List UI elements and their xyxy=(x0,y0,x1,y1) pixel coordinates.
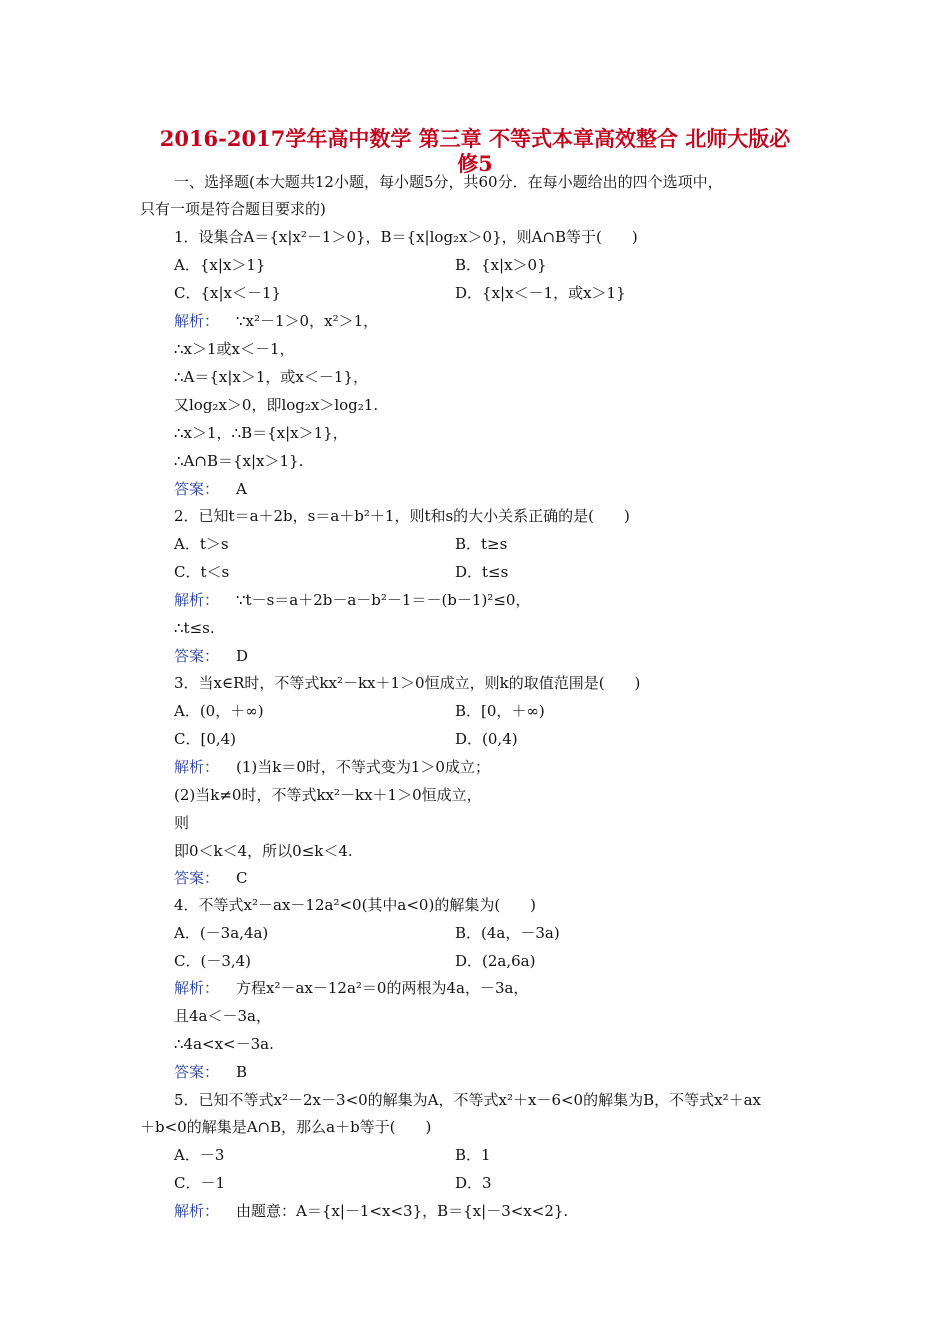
q2-stem: 2．已知t＝a＋2b，s＝a＋b²＋1，则t和s的大小关系正确的是( ) xyxy=(174,507,630,525)
q5-option-a: A．－3 xyxy=(174,1146,225,1164)
answer-label: 答案： xyxy=(174,1063,220,1081)
analysis-label: 解析： xyxy=(174,591,220,609)
section-intro-line-2: 只有一项是符合题目要求的) xyxy=(140,200,326,218)
q4-step: ∴4a<x<－3a. xyxy=(174,1035,274,1053)
q5-analysis-text: 由题意：A＝{x|－1<x<3}，B＝{x|－3<x<2}. xyxy=(236,1202,569,1220)
q4-option-d: D．(2a,6a) xyxy=(455,952,536,970)
q2-answer xyxy=(174,645,248,667)
q5-stem-line-2: ＋b<0的解集是A∩B，那么a＋b等于( ) xyxy=(140,1118,432,1136)
section-intro-line-1: 一、选择题(本大题共12小题，每小题5分，共60分．在每小题给出的四个选项中， xyxy=(174,173,723,191)
q1-step: ∴A∩B＝{x|x＞1}. xyxy=(174,452,304,470)
document-title-line-1: 2016-2017学年高中数学 第三章 不等式本章高效整合 北师大版必 xyxy=(159,126,791,151)
q4-option-b: B．(4a，－3a) xyxy=(455,924,560,942)
q1-step: ∴x＞1，∴B＝{x|x＞1}， xyxy=(174,424,348,442)
q3-analysis xyxy=(174,756,490,778)
q5-option-c: C．－1 xyxy=(174,1174,226,1192)
q4-analysis-text: 方程x²－ax－12a²＝0的两根为4a，－3a， xyxy=(236,979,529,997)
q4-stem: 4．不等式x²－ax－12a²<0(其中a<0)的解集为( ) xyxy=(174,896,537,914)
q2-analysis xyxy=(174,589,530,611)
q1-option-a: A．{x|x＞1} xyxy=(174,256,266,274)
q3-option-a: A．(0，＋∞) xyxy=(174,702,264,720)
q3-option-d: D．(0,4) xyxy=(455,730,518,748)
q1-step: ∴x＞1或x＜－1， xyxy=(174,340,295,358)
q5-option-b: B．1 xyxy=(455,1146,491,1164)
q4-answer-value: B xyxy=(236,1063,248,1081)
analysis-label: 解析： xyxy=(174,312,220,330)
q2-option-b: B．t≥s xyxy=(455,535,508,553)
analysis-label: 解析： xyxy=(174,979,220,997)
q2-step: ∴t≤s. xyxy=(174,619,215,637)
q2-option-c: C．t＜s xyxy=(174,563,230,581)
q1-option-b: B．{x|x＞0} xyxy=(455,256,547,274)
q2-option-a: A．t＞s xyxy=(174,535,229,553)
q1-answer-value: A xyxy=(236,480,247,498)
answer-label: 答案： xyxy=(174,869,220,887)
document-title-line-2: 修5 xyxy=(457,151,493,176)
q3-step: 则 xyxy=(174,814,190,832)
q3-step: 即0＜k＜4，所以0≤k＜4. xyxy=(174,842,353,860)
q1-analysis-text: ∵x²－1＞0，x²＞1， xyxy=(236,312,379,330)
q3-option-c: C．[0,4) xyxy=(174,730,237,748)
q3-answer xyxy=(174,867,247,889)
q1-step: ∴A＝{x|x＞1，或x＜－1}， xyxy=(174,368,368,386)
q3-stem: 3．当x∈R时，不等式kx²－kx＋1＞0恒成立，则k的取值范围是( ) xyxy=(174,674,641,692)
q5-option-d: D．3 xyxy=(455,1174,492,1192)
q4-option-a: A．(－3a,4a) xyxy=(174,924,269,942)
q2-analysis-text: ∵t－s＝a＋2b－a－b²－1＝－(b－1)²≤0， xyxy=(236,591,531,609)
q4-step: 且4a＜－3a， xyxy=(174,1007,271,1025)
answer-label: 答案： xyxy=(174,480,220,498)
q2-answer-value: D xyxy=(236,647,249,665)
q1-option-d: D．{x|x＜－1，或x＞1} xyxy=(455,284,626,302)
q1-step: 又log₂x＞0，即log₂x＞log₂1. xyxy=(174,396,379,414)
q5-stem-line-1: 5．已知不等式x²－2x－3<0的解集为A，不等式x²＋x－6<0的解集为B，不等式x²＋ax xyxy=(174,1091,761,1109)
q4-answer xyxy=(174,1061,247,1083)
q2-option-d: D．t≤s xyxy=(455,563,509,581)
q5-analysis xyxy=(174,1200,568,1222)
analysis-label: 解析： xyxy=(174,1202,220,1220)
q3-answer-value: C xyxy=(236,869,248,887)
q1-analysis xyxy=(174,310,378,332)
q3-option-b: B．[0，＋∞) xyxy=(455,702,545,720)
q4-option-c: C．(－3,4) xyxy=(174,952,252,970)
q1-option-c: C．{x|x＜－1} xyxy=(174,284,282,302)
q4-analysis xyxy=(174,977,528,999)
answer-label: 答案： xyxy=(174,647,220,665)
q3-step: (2)当k≠0时，不等式kx²－kx＋1＞0恒成立， xyxy=(174,786,482,804)
q1-stem: 1．设集合A＝{x|x²－1＞0}，B＝{x|log₂x＞0}，则A∩B等于( ) xyxy=(174,228,638,246)
q3-analysis-text: (1)当k＝0时，不等式变为1＞0成立； xyxy=(236,758,490,776)
analysis-label: 解析： xyxy=(174,758,220,776)
q1-answer xyxy=(174,478,247,500)
